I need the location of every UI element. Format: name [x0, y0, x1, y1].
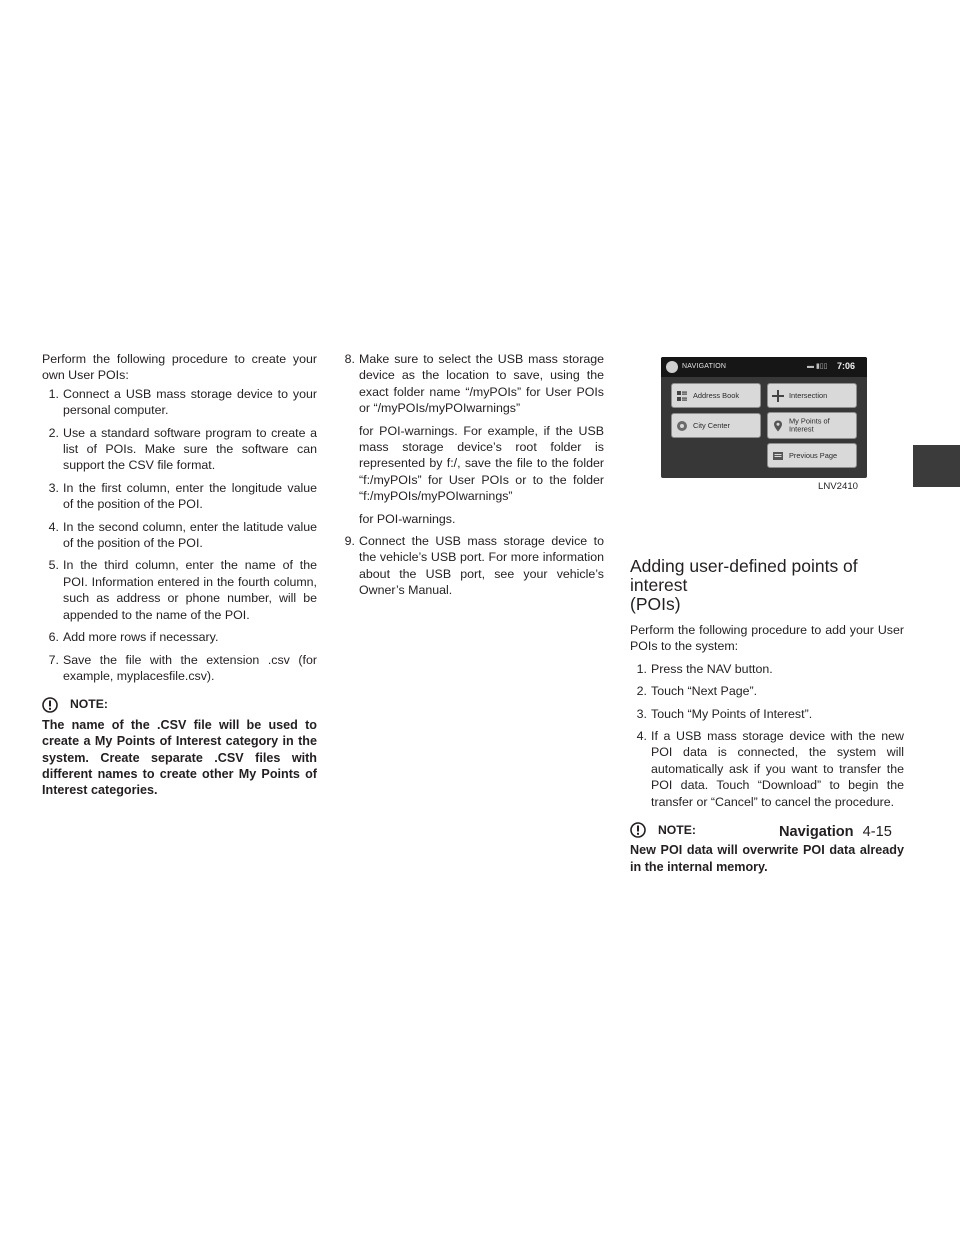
note-text: New POI data will overwrite POI data already in the internal memory. — [630, 843, 904, 874]
left-column — [42, 351, 317, 799]
step-8-text: Make sure to select the USB mass storage device as the location to save, using the exact folder name “/myPOIs” for User POIs or “/myPOIs/myPOIwarnings” — [359, 352, 604, 416]
city-center-button[interactable] — [671, 413, 761, 438]
middle-column — [338, 351, 604, 605]
intersection-label: Intersection — [789, 390, 828, 400]
chapter-tab — [913, 445, 960, 487]
my-points-label-line2: Interest — [789, 424, 814, 434]
status-icons: ▬ ▮▯▯ — [807, 363, 828, 370]
list-item: 6. Add more rows if necessary. — [48, 630, 219, 645]
figure-label: LNV2410 — [818, 481, 859, 492]
list-item: 8. Make sure to select the USB mass storage device as the location to save, using the exact folder name “/myPOIs” for User POIs or “/myPOIs/myPOIwarnings” for POI-warnings. For example, if the USB mass storage device’s root folder is represented by f:/, save the file to the folder “f:/myPOIs” for User POIs or to the folder “f:/myPOIs/myPOIwarnings” for POI-warnings. — [344, 352, 604, 526]
clock: 7:06 — [837, 361, 856, 371]
address-book-button[interactable] — [671, 383, 761, 408]
caution-icon — [630, 822, 646, 838]
screen-title: NAVIGATION — [682, 363, 727, 370]
section-name: Navigation — [779, 824, 854, 840]
note-label: NOTE: — [658, 823, 696, 838]
list-item: 2. Touch “Next Page”. — [636, 684, 758, 699]
previous-page-icon — [772, 450, 784, 462]
address-book-label: Address Book — [693, 390, 740, 400]
page-footer — [779, 823, 892, 841]
address-book-icon — [676, 390, 688, 402]
navigation-screen-figure — [661, 357, 867, 478]
step-9-text: Connect the USB mass storage device to the vehicle’s USB port. For more information about the USB port, see your vehicle’s Owner’s Manual. — [359, 534, 604, 598]
list-item: 5. In the third column, enter the name of the POI. Information entered in the fourth column, such as address or phone number, will be appended to the name of the POI. — [48, 558, 317, 622]
add-poi-steps — [630, 661, 904, 810]
note-heading — [42, 696, 317, 712]
city-center-label: City Center — [693, 420, 730, 430]
intersection-icon — [772, 390, 784, 402]
screen-header — [661, 357, 867, 377]
intro-paragraph: Perform the following procedure to add your User POIs to the system: — [630, 623, 904, 654]
usb-steps — [338, 351, 604, 599]
list-item: 1. Press the NAV button. — [636, 661, 773, 676]
my-points-of-interest-button[interactable] — [767, 412, 857, 439]
list-item: 3. Touch “My Points of Interest”. — [636, 706, 813, 721]
intersection-button[interactable] — [767, 383, 857, 408]
list-item: 4. If a USB mass storage device with the new POI data is connected, the system will automatically ask if you want to transfer the POI data. Touch “Download” to begin the transfer or “Cancel” to cancel the procedure. — [636, 729, 904, 809]
list-item: 1. Connect a USB mass storage device to your personal computer. — [48, 386, 317, 418]
caution-icon — [42, 697, 58, 713]
section-heading: Adding user-defined points of interest (POIs) — [630, 556, 858, 614]
poi-pin-icon — [772, 420, 784, 432]
list-item: 4. In the second column, enter the latitude value of the position of the POI. — [48, 519, 317, 551]
my-points-label-line1: My Points of — [789, 416, 830, 426]
previous-page-label: Previous Page — [789, 450, 838, 460]
city-center-icon — [676, 420, 688, 432]
create-poi-steps — [42, 386, 317, 685]
intro-paragraph: Perform the following procedure to create your own User POIs: — [42, 352, 317, 383]
note-text: The name of the .CSV file will be used to create a My Points of Interest category in the system. Create separate .CSV files with different names to create other My Points of Interest categories. — [42, 717, 317, 798]
brand-logo-icon — [666, 361, 678, 373]
list-item: 2. Use a standard software program to create a list of POIs. Make sure the software can support the CSV file format. — [48, 425, 317, 473]
previous-page-button[interactable] — [767, 443, 857, 468]
page-number: 4-15 — [862, 824, 892, 840]
list-item: 3. In the first column, enter the longitude value of the position of the POI. — [48, 480, 317, 512]
step-8-ending: for POI-warnings. — [359, 511, 456, 526]
note-label: NOTE: — [70, 697, 108, 712]
list-item: 9. Connect the USB mass storage device to the vehicle’s USB port. For more information about the USB port, see your vehicle’s Owner’s Manual. — [344, 534, 604, 598]
step-8-continuation: for POI-warnings. For example, if the USB mass storage device’s root folder is represented by f:/, save the file to the folder “f:/myPOIs” for User POIs or to the folder “f:/myPOIs/myPOIwarnings” — [359, 423, 604, 504]
list-item: 7. Save the file with the extension .csv (for example, myplacesfile.csv). — [48, 652, 317, 683]
